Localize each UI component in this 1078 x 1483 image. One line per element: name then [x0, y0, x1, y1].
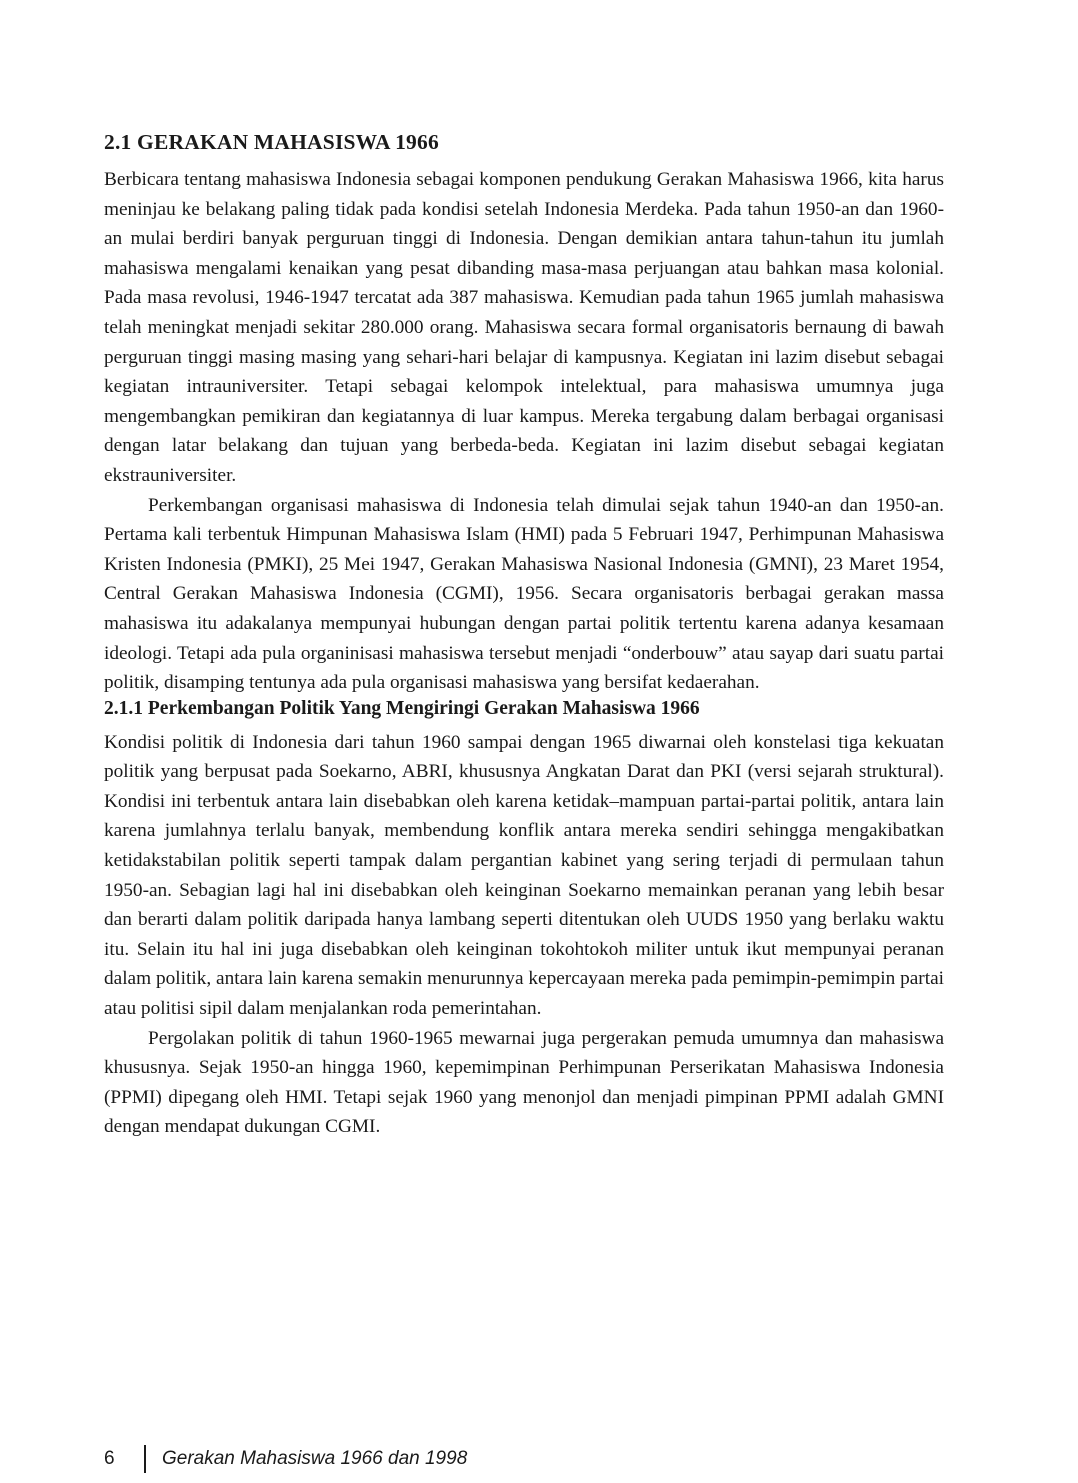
page-content — [104, 130, 944, 1142]
page-footer — [104, 1444, 467, 1474]
subsection-paragraph-1: Kondisi politik di Indonesia dari tahun 1960 sampai dengan 1965 diwarnai oleh konstelasi tiga kekuatan politik yang berpusat pada Soekarno, ABRI, khususnya Angkatan Darat dan PKI (versi sejarah struktural). Kondisi ini terbentuk antara lain disebabkan oleh karena ketidak–mampuan partai-partai politik, antara lain karena jumlahnya terlalu banyak, membendung konflik antara mereka sendiri sehingga mengakibatkan ketidakstabilan politik seperti tampak dalam pergantian kabinet yang sering terjadi di permulaan tahun 1950-an. Sebagian lagi hal ini disebabkan oleh keinginan Soekarno memainkan peranan yang lebih besar dan berarti dalam politik daripada hanya lambang seperti ditentukan oleh UUDS 1950 yang berlaku waktu itu. Selain itu hal ini juga disebabkan oleh keinginan tokohtokoh militer untuk ikut mempunyai peranan dalam politik, antara lain karena semakin menurunnya kepercayaan mereka pada pemimpin-pemimpin partai atau politisi sipil dalam menjalankan roda pemerintahan. — [104, 731, 944, 1020]
section-paragraph-1: Berbicara tentang mahasiswa Indonesia sebagai komponen pendukung Gerakan Mahasiswa 1966, kita harus meninjau ke belakang paling tidak pada kondisi setelah Indonesia Merdeka. Pada tahun 1950-an dan 1960-an mulai berdiri banyak perguruan tinggi di Indonesia. Dengan demikian antara tahun-tahun itu jumlah mahasiswa mengalami kenaikan yang pesat dibanding masa-masa perjuangan atau bahkan masa kolonial. Pada masa revolusi, 1946-1947 tercatat ada 387 mahasiswa. Kemudian pada tahun 1965 jumlah mahasiswa telah meningkat menjadi sekitar 280.000 orang. Mahasiswa secara formal organisatoris bernaung di bawah perguruan tinggi masing masing yang sehari-hari belajar di kampusnya. Kegiatan ini lazim disebut sebagai kegiatan intrauniversiter. Tetapi sebagai kelompok intelektual, para mahasiswa umumnya juga mengembangkan pemikiran dan kegiatannya di luar kampus. Mereka tergabung dalam berbagai organisasi dengan latar belakang dan tujuan yang berbeda-beda. Kegiatan ini lazim disebut sebagai kegiatan ekstrauniversiter. — [104, 169, 944, 486]
page-number: 6 — [104, 1448, 115, 1469]
subsection-heading: 2.1.1 Perkembangan Politik Yang Mengiringi Gerakan Mahasiswa 1966 — [104, 697, 700, 719]
section-heading: 2.1 GERAKAN MAHASISWA 1966 — [104, 130, 439, 154]
subsection-paragraph-2: Pergolakan politik di tahun 1960-1965 mewarnai juga pergerakan pemuda umumnya dan mahasiswa khususnya. Sejak 1950-an hingga 1960, kepemimpinan Perhimpunan Perserikatan Mahasiswa Indonesia (PPMI) dipegang oleh HMI. Tetapi sejak 1960 yang menonjol dan menjadi pimpinan PPMI adalah GMNI dengan mendapat dukungan CGMI. — [104, 1027, 944, 1138]
footer-divider — [144, 1445, 146, 1473]
section-paragraph-2: Perkembangan organisasi mahasiswa di Indonesia telah dimulai sejak tahun 1940-an dan 1950-an. Pertama kali terbentuk Himpunan Mahasiswa Islam (HMI) pada 5 Februari 1947, Perhimpunan Mahasiswa Kristen Indonesia (PMKI), 25 Mei 1947, Gerakan Mahasiswa Nasional Indonesia (GMNI), 23 Maret 1954, Central Gerakan Mahasiswa Indonesia (CGMI), 1956. Secara organisatoris berbagai gerakan massa mahasiswa itu adakalanya mempunyai hubungan dengan partai politik tertentu karena adanya kesamaan ideologi. Tetapi ada pula organinisasi mahasiswa tersebut menjadi “onderbouw” atau sayap dari suatu partai politik, disamping tentunya ada pula organisasi mahasiswa yang bersifat kedaerahan. — [104, 494, 944, 694]
running-title: Gerakan Mahasiswa 1966 dan 1998 — [162, 1448, 468, 1469]
